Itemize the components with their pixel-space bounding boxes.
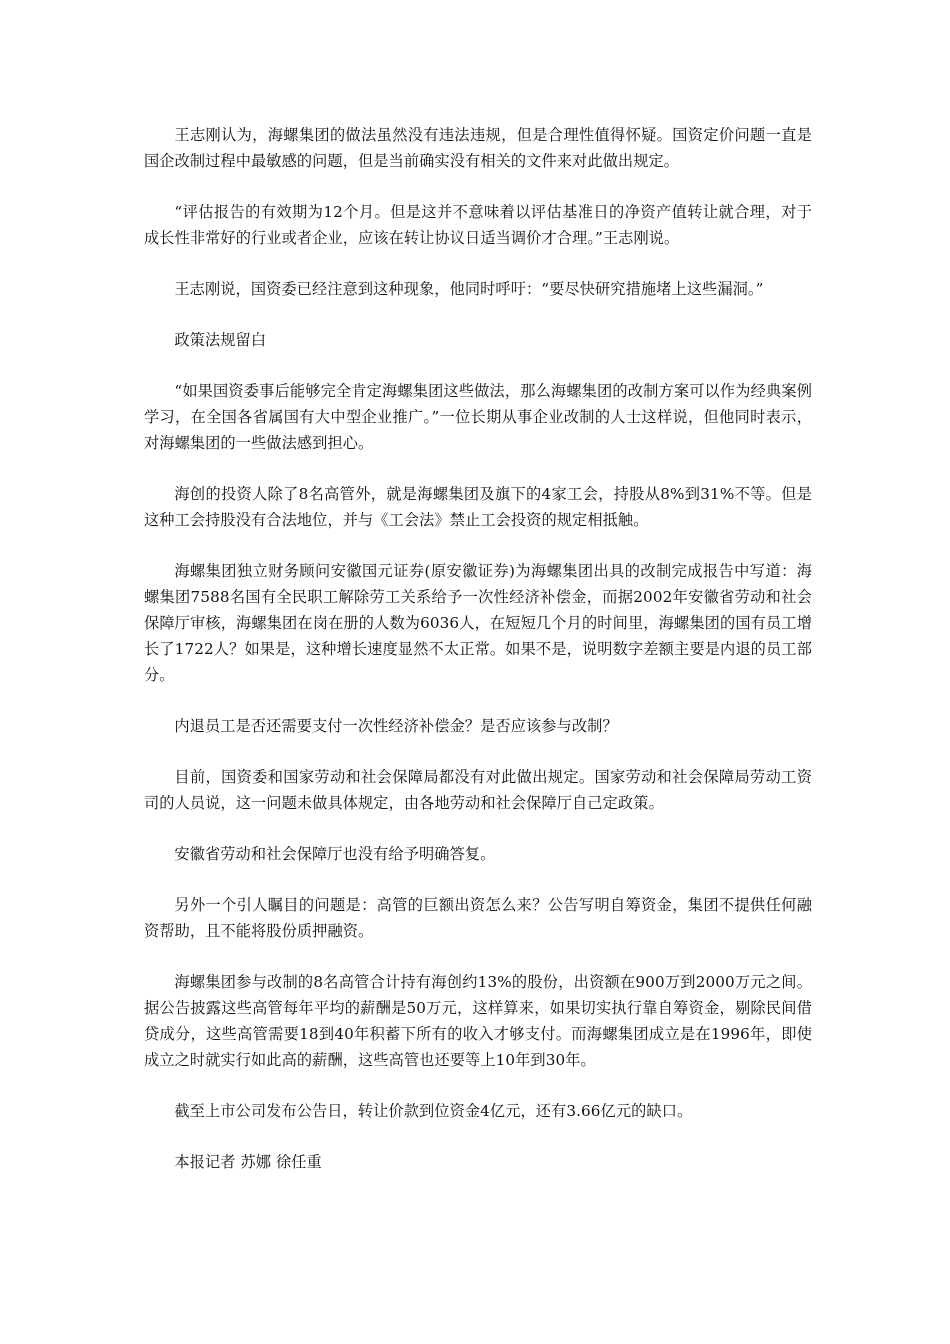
paragraph: 安徽省劳动和社会保障厅也没有给予明确答复。 bbox=[174, 845, 496, 863]
paragraph: 截至上市公司发布公告日，转让价款到位资金4亿元，还有3.66亿元的缺口。 bbox=[174, 1102, 693, 1120]
paragraph: “评估报告的有效期为12个月。但是这并不意味着以评估基准日的净资产值转让就合理，对于成长性非常好的行业或者企业，应该在转让协议日适当调价才合理。”王志刚说。 bbox=[144, 203, 812, 247]
byline: 本报记者 苏娜 徐任重 bbox=[174, 1153, 322, 1171]
paragraph: 海创的投资人除了8名高管外，就是海螺集团及旗下的4家工会，持股从8%到31%不等。但是这种工会持股没有合法地位，并与《工会法》禁止工会投资的规定相抵触。 bbox=[144, 485, 812, 529]
paragraph: 海螺集团参与改制的8名高管合计持有海创约13%的股份，出资额在900万到2000万元之间。据公告披露这些高管每年平均的薪酬是50万元，这样算来，如果切实执行靠自筹资金，剔除民间借贷成分，这些高管需要18到40年积蓄下所有的收入才够支付。而海螺集团成立是在1996年，即使成立之时就实行如此高的薪酬，这些高管也还要等上10年到30年。 bbox=[144, 973, 812, 1069]
paragraph: 王志刚说，国资委已经注意到这种现象，他同时呼吁：“要尽快研究措施堵上这些漏洞。” bbox=[174, 280, 764, 298]
paragraph: 王志刚认为，海螺集团的做法虽然没有违法违规，但是合理性值得怀疑。国资定价问题一直是国企改制过程中最敏感的问题，但是当前确实没有相关的文件来对此做出规定。 bbox=[144, 126, 812, 170]
section-heading: 政策法规留白 bbox=[174, 331, 267, 349]
article-body bbox=[144, 122, 812, 1200]
paragraph: 海螺集团独立财务顾问安徽国元证券(原安徽证券)为海螺集团出具的改制完成报告中写道：海螺集团7588名国有全民职工解除劳工关系给予一次性经济补偿金，而据2002年安徽省劳动和社会保障厅审核，海螺集团在岗在册的人数为6036人，在短短几个月的时间里，海螺集团的国有员工增长了1722人？如果是，这种增长速度显然不太正常。如果不是，说明数字差额主要是内退的员工部分。 bbox=[144, 562, 812, 684]
paragraph: “如果国资委事后能够完全肯定海螺集团这些做法，那么海螺集团的改制方案可以作为经典案例学习，在全国各省属国有大中型企业推广。”一位长期从事企业改制的人士这样说，但他同时表示，对海螺集团的一些做法感到担心。 bbox=[144, 382, 812, 452]
paragraph: 另外一个引人瞩目的问题是：高管的巨额出资怎么来？公告写明自筹资金，集团不提供任何融资帮助，且不能将股份质押融资。 bbox=[144, 896, 812, 940]
paragraph: 内退员工是否还需要支付一次性经济补偿金？是否应该参与改制？ bbox=[174, 717, 618, 735]
paragraph: 目前，国资委和国家劳动和社会保障局都没有对此做出规定。国家劳动和社会保障局劳动工资司的人员说，这一问题未做具体规定，由各地劳动和社会保障厅自己定政策。 bbox=[144, 768, 812, 812]
